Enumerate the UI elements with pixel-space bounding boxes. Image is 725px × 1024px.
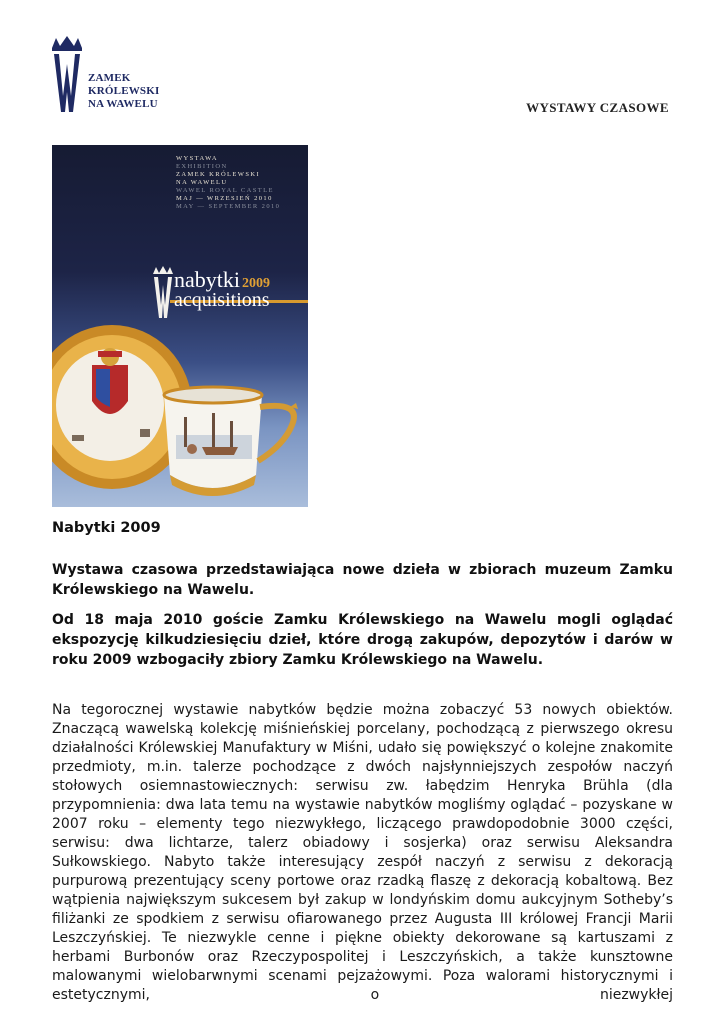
poster-title-pl: nabytki bbox=[174, 267, 240, 292]
article-lead: Wystawa czasowa przedstawiająca nowe dzieła w zbiorach muzeum Zamku Królewskiego na Wawelu. bbox=[52, 562, 673, 598]
logo-line: NA WAWELU bbox=[88, 98, 158, 110]
logo-line: ZAMEK bbox=[88, 72, 131, 84]
poster-head-line: WAWEL ROYAL CASTLE bbox=[176, 187, 274, 194]
article-lead-paragraph: Od 18 maja 2010 goście Zamku Królewskiego na Wawelu mogli oglądać ekspozycję kilkudziesięciu dzieł, które drogą zakupów, depozytów i darów w roku 2009 wzbogaciły zbiory Zamku Królewskiego na Wawelu. bbox=[52, 612, 673, 668]
poster-year: 2009 bbox=[242, 276, 270, 291]
crown-w-icon bbox=[50, 34, 84, 114]
poster-head-line: NA WAWELU bbox=[176, 179, 228, 186]
exhibition-poster bbox=[52, 145, 308, 507]
poster-head-line: WYSTAWA bbox=[176, 155, 218, 162]
article-title: Nabytki 2009 bbox=[52, 520, 161, 536]
castle-logo bbox=[50, 34, 170, 116]
poster-head-line: MAY — SEPTEMBER 2010 bbox=[176, 203, 281, 210]
poster-crown-icon bbox=[152, 265, 174, 319]
poster-title-en: acquisitions bbox=[174, 289, 270, 311]
logo-line: KRÓLEWSKI bbox=[88, 85, 160, 97]
poster-head-line: EXHIBITION bbox=[176, 163, 228, 170]
section-label: WYSTAWY CZASOWE bbox=[526, 100, 669, 115]
poster-heading bbox=[176, 155, 280, 211]
poster-head-line: MAJ — WRZESIEŃ 2010 bbox=[176, 195, 273, 202]
logo-wordmark bbox=[88, 72, 160, 111]
poster-head-line: ZAMEK KRÓLEWSKI bbox=[176, 171, 261, 178]
article-body: Na tegorocznej wystawie nabytków będzie można zobaczyć 53 nowych obiektów. Znaczącą wawelską kolekcję miśnieńskiej porcelany, pochodzącą z pierwszego okresu działalności Królewskiej Manufaktury w Miśni, udało się powiększyć o kolejne znakomite przedmioty, m.in. talerze pochodzące z dwóch najsłynniejszych zespołów naczyń stołowych osiemnastowiecznych: serwisu zw. łabędzim Henryka Brühla (dla przypomnienia: dwa lata temu na wystawie nabytków mogliśmy oglądać – pozyskane w 2007 roku – elementy tego niezwykłego, liczącego prawdopodobnie 3000 części, serwisu: dwa lichtarze, talerz obiadowy i sosjerka) oraz serwisu Aleksandra Sułkowskiego. Nabyto także interesujący zespół naczyń z serwisu z dekoracją purpurową prezentujący sceny portowe oraz rzadką flaszę z dekoracją kobaltową. Bez wątpienia największym sukcesem był zakup w londyńskim domu aukcyjnym Sotheby’s filiżanki ze spodkiem z serwisu ofiarowanego przez Augusta III królowej Francji Marii Leszczyńskiej. Te niezwykle cenne i piękne obiekty dekorowane są kartuszami z herbami Burbonów oraz Rzeczypospolitej i Leszczyńskich, a także kunsztowne malowanymi wielobarwnymi scenami pejzażowymi. Poza walorami historycznymi i estetycznymi, o niezwykłej bbox=[52, 702, 673, 1003]
poster-title bbox=[174, 269, 270, 310]
